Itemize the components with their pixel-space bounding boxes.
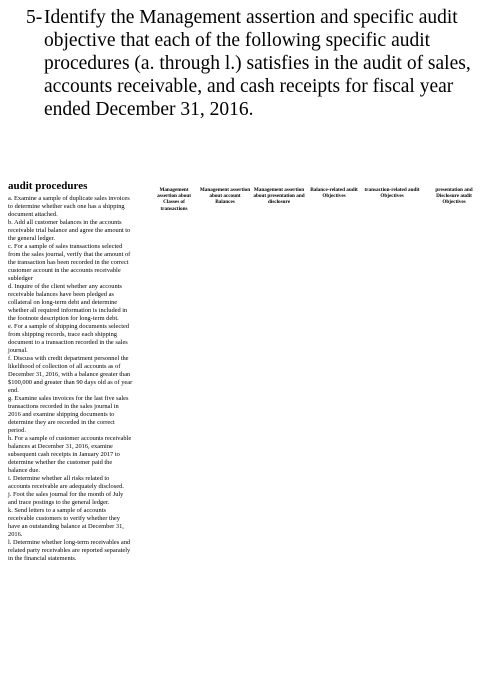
column-header-presentation-assertion: Management assertion about presentation and disclosure — [253, 187, 305, 206]
procedure-k: k. Send letters to a sample of accounts receivable customers to verify whether they have an outstanding balance at December 31, 2016. — [8, 507, 124, 538]
procedure-e: e. For a sample of shipping documents selected from shipping records, trace each shipping document to a transaction recorded in the sales journal. — [8, 323, 130, 354]
procedure-f: f. Discuss with credit department personnel the likelihood of collection of all accounts as of December 31, 2016, with a balance greater than $100,000 and greater than 90 days old as of year end. — [8, 355, 133, 394]
column-header-presentation-objectives: presentation and Disclosure audit Objectives — [435, 187, 473, 206]
column-header-transaction-objectives: transaction-related audit Objectives — [364, 187, 420, 200]
question-text: Identify the Management assertion and specific audit objective that each of the following specific audit procedures (a. through l.) satisfies in the audit of sales, accounts receivable, and cash receipts for fiscal year ended December 31, 2016. — [44, 7, 471, 120]
procedures-list — [8, 195, 133, 563]
procedure-d: d. Inquire of the client whether any accounts receivable balances have been pledged as collateral on long-term debt and determine whether all required information is included in the footnote description for long-term debt. — [8, 283, 128, 322]
procedure-b: b. Add all customer balances in the accounts receivable trial balance and agree the amount to the general ledger. — [8, 219, 131, 242]
question — [26, 6, 486, 121]
procedure-h: h. For a sample of customer accounts receivable balances at December 31, 2016, examine subsequent cash receipts in January 2017 to determine whether the customer paid the balance due. — [8, 435, 132, 474]
procedure-a: a. Examine a sample of duplicate sales invoices to determine whether each one has a shipping document attached. — [8, 195, 130, 218]
question-number: 5- — [26, 7, 43, 28]
column-header-balance-objectives: Balance-related audit Objectives — [310, 187, 358, 200]
procedure-i: i. Determine whether all risks related to accounts receivable are adequately disclosed. — [8, 475, 124, 490]
column-header-balances-assertion: Management assertion about account Balances — [199, 187, 251, 206]
column-header-transactions-assertion: Management assertion about Classes of transactions — [157, 187, 191, 212]
procedure-j: j. Foot the sales journal for the month of July and trace postings to the general ledger. — [8, 491, 124, 506]
procedures-column-header: audit procedures — [8, 180, 88, 192]
procedure-c: c. For a sample of sales transactions selected from the sales journal, verify that the amount of the transaction has been recorded in the correct customer account in the accounts receivable subledger — [8, 243, 131, 282]
procedure-g: g. Examine sales invoices for the last five sales transactions recorded in the sales journal in 2016 and examine shipping documents to determine they are recorded in the correct period. — [8, 395, 129, 434]
procedure-l: l. Determine whether long-term receivables and related party receivables are reported separately in the financial statements. — [8, 539, 131, 562]
